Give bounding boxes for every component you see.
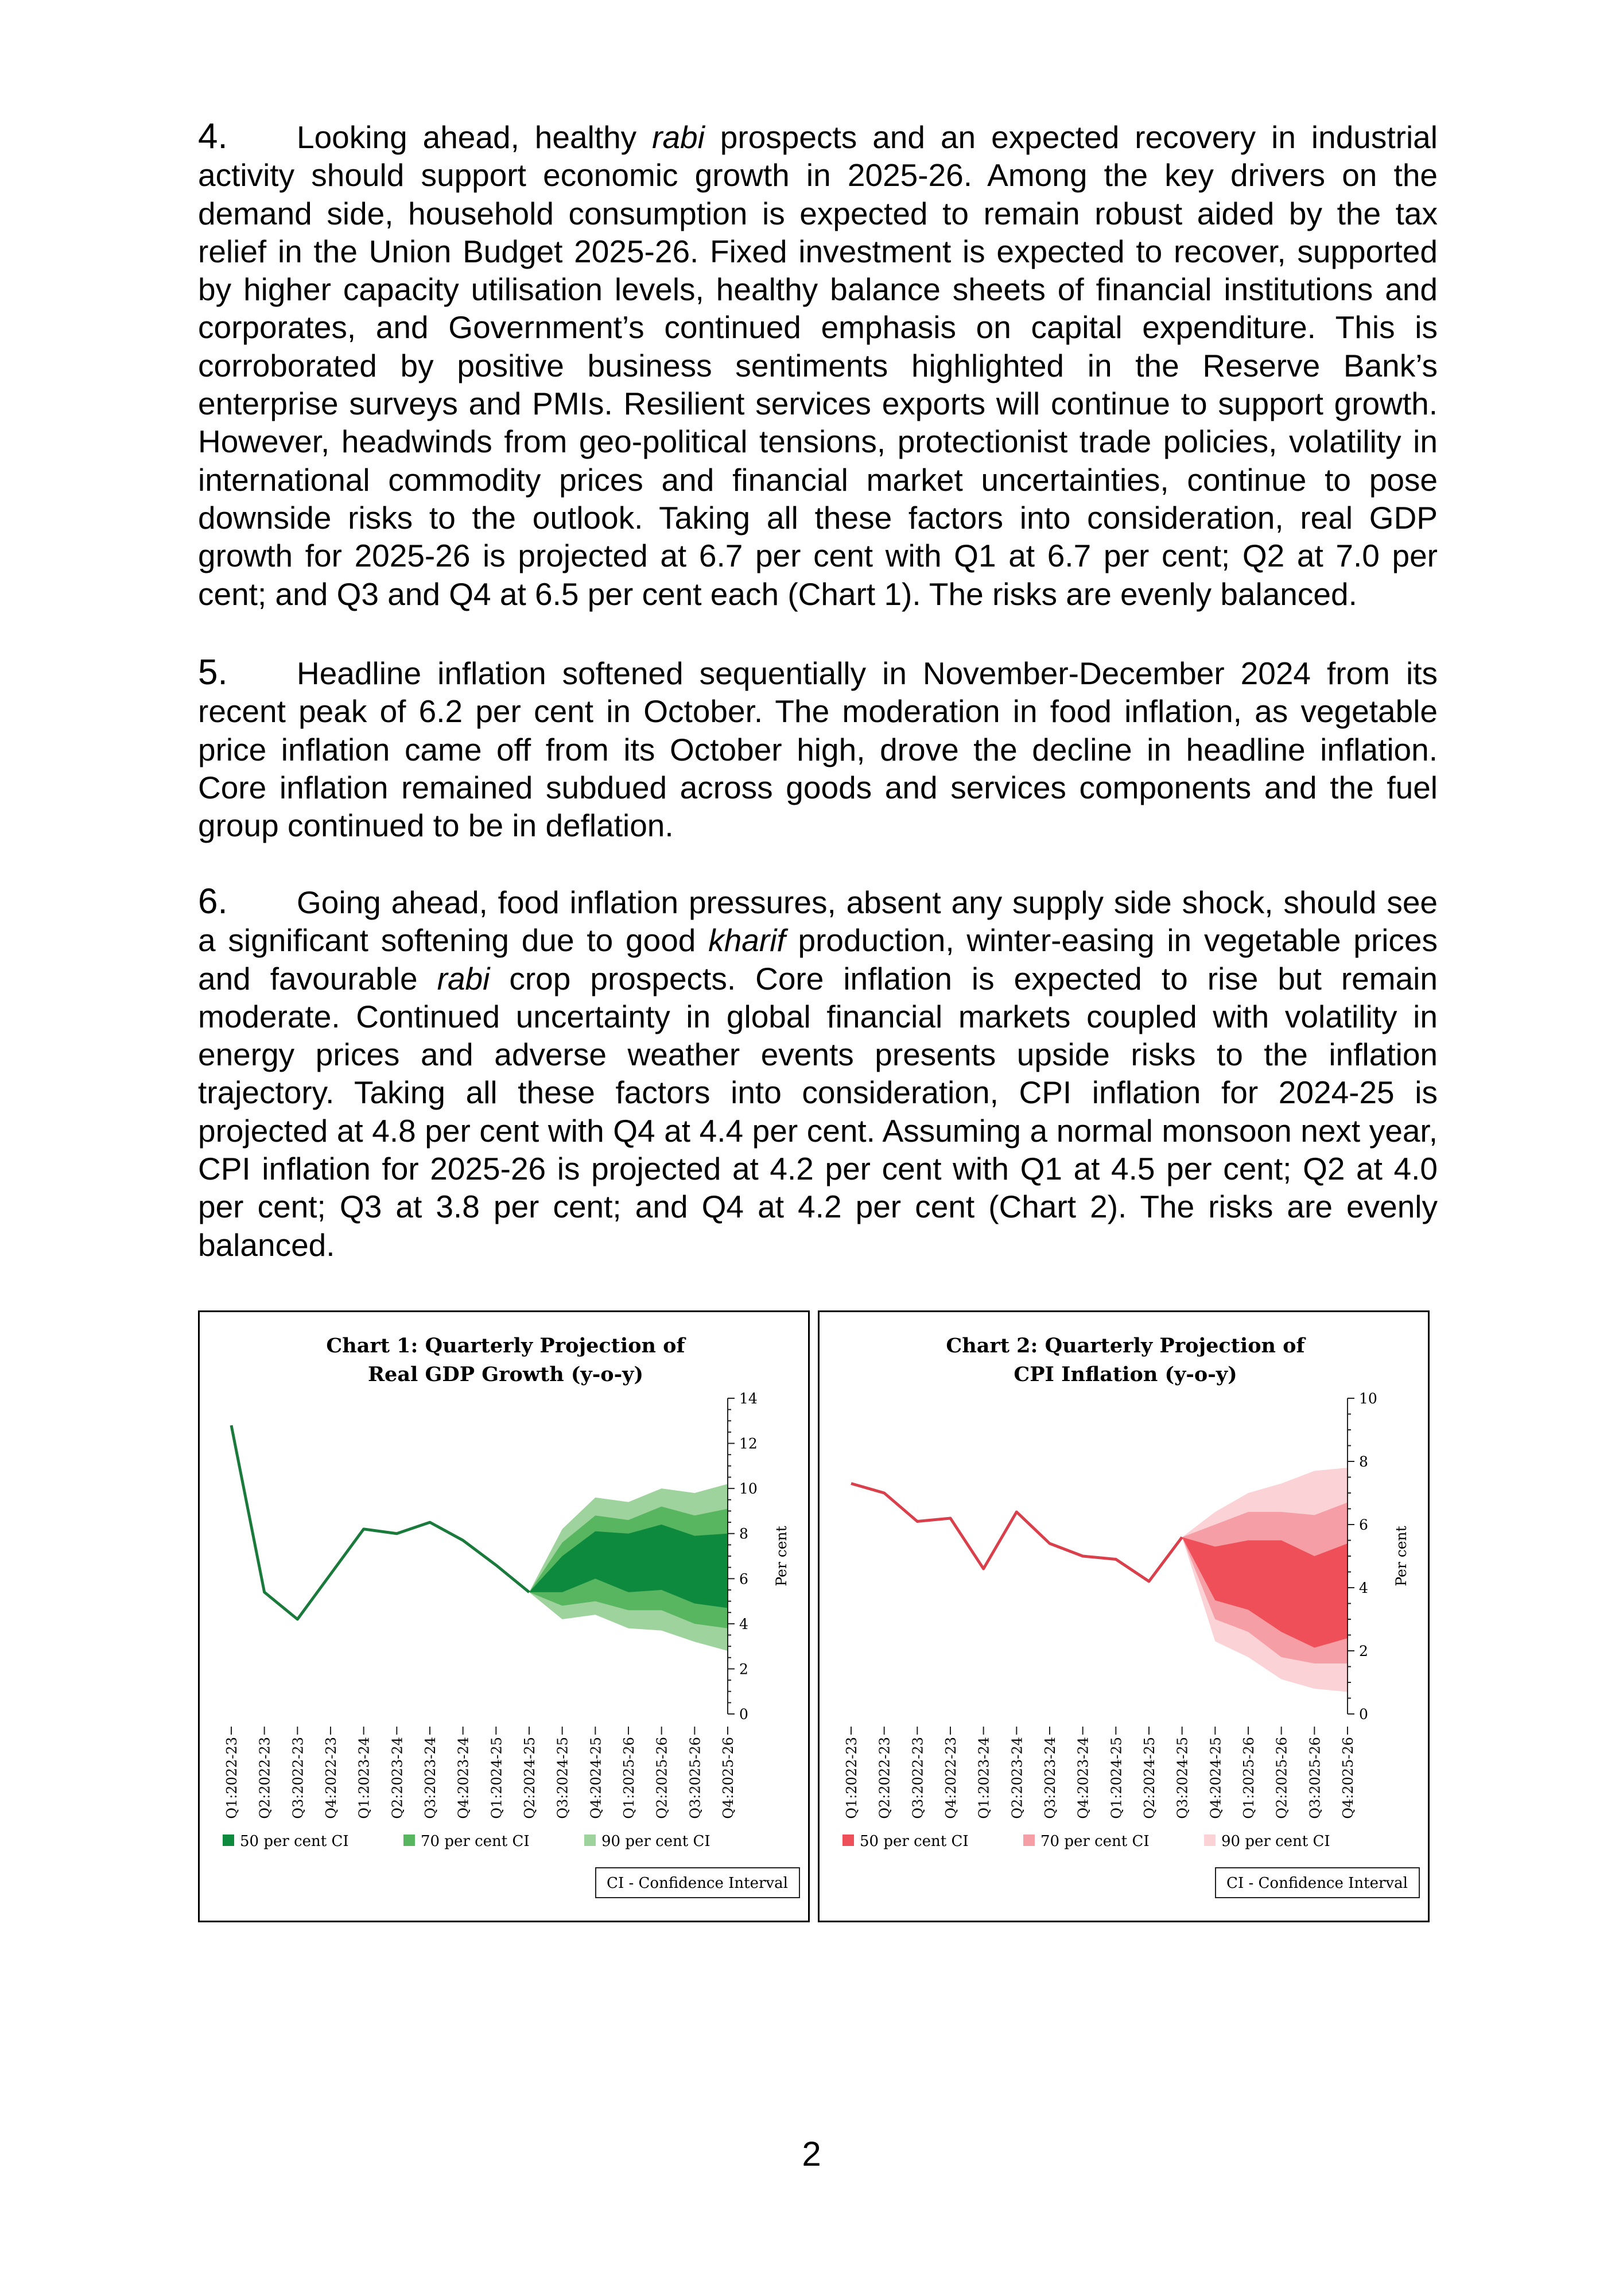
legend-swatch	[223, 1835, 234, 1846]
italic-term: rabi	[437, 960, 490, 996]
x-tick-label: Q1:2024-25	[488, 1737, 505, 1819]
x-tick-label: Q3:2022-23	[290, 1737, 306, 1819]
paragraph-number: 6.	[198, 882, 228, 921]
x-tick-label: Q1:2023-24	[976, 1737, 992, 1819]
page-number: 2	[802, 2135, 821, 2173]
y-tick-label: 0	[739, 1706, 748, 1723]
legend-label: 70 per cent CI	[1040, 1833, 1150, 1850]
paragraph-number: 4.	[198, 117, 228, 156]
x-tick-label: Q2:2022-23	[876, 1737, 893, 1819]
y-tick-label: 8	[739, 1525, 748, 1542]
x-tick-label: Q2:2024-25	[1141, 1737, 1158, 1819]
paragraph-text: Going ahead, food inflation pressures, absent any supply side shock, should see a significant softening due to good kharif production, winter-easing in vegetable prices and favourable rabi crop prospects. Core inflation is expected to rise but remain moderate. Continued uncertainty in global financial markets coupled with volatility in energy prices and adverse weather events presents upside risks to the inflation trajectory. Taking all these factors into consideration, CPI inflation for 2024-25 is projected at 4.8 per cent with Q4 at 4.4 per cent. Assuming a normal monsoon next year, CPI inflation for 2025-26 is projected at 4.2 per cent with Q1 at 4.5 per cent; Q2 at 4.0 per cent; Q3 at 3.8 per cent; and Q4 at 4.2 per cent (Chart 2). The risks are evenly balanced.	[198, 885, 1438, 1263]
y-tick-label: 4	[739, 1615, 748, 1632]
y-tick-label: 10	[1359, 1390, 1377, 1407]
italic-term: kharif	[708, 922, 786, 959]
actual-line	[851, 1484, 1182, 1582]
legend-swatch	[1023, 1835, 1035, 1846]
x-tick-label: Q3:2025-26	[687, 1737, 704, 1819]
legend-swatch	[584, 1835, 596, 1846]
chart-2-cpi	[818, 1310, 1430, 1922]
x-tick-label: Q2:2022-23	[257, 1737, 273, 1819]
legend-label: 50 per cent CI	[860, 1833, 969, 1850]
chart-1-gdp	[198, 1310, 810, 1922]
x-tick-label: Q1:2022-23	[844, 1737, 860, 1819]
legend-label: 70 per cent CI	[421, 1833, 530, 1850]
y-tick-label: 0	[1359, 1706, 1368, 1723]
ci-note-text: CI - Confidence Interval	[1226, 1875, 1408, 1892]
paragraph-text: Looking ahead, healthy rabi prospects and an expected recovery in industrial activity should support economic growth in 2025-26. Among the key drivers on the demand side, household consumption is expected to remain robust aided by the tax relief in the Union Budget 2025-26. Fixed investment is expected to recover, supported by higher capacity utilisation levels, healthy balance sheets of financial institutions and corporates, and Government’s continued emphasis on capital expenditure. This is corroborated by positive business sentiments highlighted in the Reserve Bank’s enterprise surveys and PMIs. Resilient services exports will continue to support growth. However, headwinds from geo-political tensions, protectionist trade policies, volatility in international commodity prices and financial market uncertainties, continue to pose downside risks to the outlook. Taking all these factors into consideration, real GDP growth for 2025-26 is projected at 6.7 per cent with Q1 at 6.7 per cent; Q2 at 7.0 per cent; and Q3 and Q4 at 6.5 per cent each (Chart 1). The risks are evenly balanced.	[198, 119, 1438, 612]
y-axis-label: Per cent	[1393, 1526, 1410, 1587]
x-tick-label: Q4:2023-24	[1075, 1737, 1092, 1819]
paragraph-4	[198, 118, 1438, 613]
x-tick-label: Q4:2024-25	[588, 1737, 604, 1819]
x-tick-label: Q2:2024-25	[522, 1737, 538, 1819]
y-axis-label: Per cent	[773, 1526, 790, 1587]
legend-label: 90 per cent CI	[601, 1833, 710, 1850]
legend-swatch	[842, 1835, 854, 1846]
x-tick-label: Q4:2024-25	[1207, 1737, 1224, 1819]
x-tick-label: Q4:2025-26	[720, 1737, 736, 1819]
x-tick-label: Q3:2022-23	[910, 1737, 926, 1819]
x-tick-label: Q4:2025-26	[1340, 1737, 1356, 1819]
y-tick-label: 8	[1359, 1453, 1368, 1470]
ci-note-text: CI - Confidence Interval	[607, 1875, 788, 1892]
x-tick-label: Q1:2023-24	[356, 1737, 372, 1819]
legend-swatch	[403, 1835, 415, 1846]
legend-label: 50 per cent CI	[240, 1833, 349, 1850]
legend-label: 90 per cent CI	[1221, 1833, 1330, 1850]
x-tick-label: Q1:2025-26	[621, 1737, 637, 1819]
y-tick-label: 2	[739, 1661, 748, 1678]
x-tick-label: Q3:2025-26	[1307, 1737, 1323, 1819]
x-tick-label: Q4:2022-23	[943, 1737, 959, 1819]
y-tick-label: 6	[739, 1570, 748, 1588]
paragraph-6	[198, 883, 1438, 1264]
y-tick-label: 14	[739, 1390, 758, 1407]
y-tick-label: 12	[739, 1435, 758, 1452]
x-tick-label: Q3:2023-24	[422, 1737, 438, 1819]
x-tick-label: Q2:2023-24	[1009, 1737, 1026, 1819]
x-tick-label: Q2:2025-26	[654, 1737, 670, 1819]
x-tick-label: Q2:2023-24	[389, 1737, 406, 1819]
x-tick-label: Q3:2024-25	[554, 1737, 571, 1819]
x-tick-label: Q4:2023-24	[455, 1737, 472, 1819]
paragraph-5	[198, 654, 1438, 844]
legend-swatch	[1204, 1835, 1216, 1846]
y-tick-label: 2	[1359, 1643, 1368, 1659]
paragraph-number: 5.	[198, 653, 228, 692]
x-tick-label: Q1:2025-26	[1241, 1737, 1257, 1819]
x-tick-label: Q2:2025-26	[1273, 1737, 1290, 1819]
chart-title-line: Real GDP Growth (y-o-y)	[367, 1363, 644, 1386]
x-tick-label: Q4:2022-23	[323, 1737, 339, 1819]
actual-line	[231, 1425, 529, 1619]
chart-title-line: Chart 2: Quarterly Projection of	[946, 1334, 1305, 1358]
chart-2-svg	[820, 1312, 1431, 1924]
chart-title-line: Chart 1: Quarterly Projection of	[326, 1334, 685, 1358]
x-tick-label: Q1:2024-25	[1108, 1737, 1125, 1819]
x-tick-label: Q3:2024-25	[1174, 1737, 1191, 1819]
paragraph-text: Headline inflation softened sequentially in November-December 2024 from its recent peak of 6.2 per cent in October. The moderation in food inflation, as vegetable price inflation came off from its October high, drove the decline in headline inflation. Core inflation remained subdued across goods and services components and the fuel group continued to be in deflation.	[198, 656, 1438, 844]
chart-1-svg	[200, 1312, 812, 1924]
y-tick-label: 6	[1359, 1517, 1368, 1533]
italic-term: rabi	[652, 119, 705, 155]
x-tick-label: Q3:2023-24	[1042, 1737, 1058, 1819]
chart-title-line: CPI Inflation (y-o-y)	[1014, 1363, 1237, 1386]
y-tick-label: 4	[1359, 1580, 1368, 1596]
x-tick-label: Q1:2022-23	[224, 1737, 240, 1819]
y-tick-label: 10	[739, 1480, 758, 1498]
